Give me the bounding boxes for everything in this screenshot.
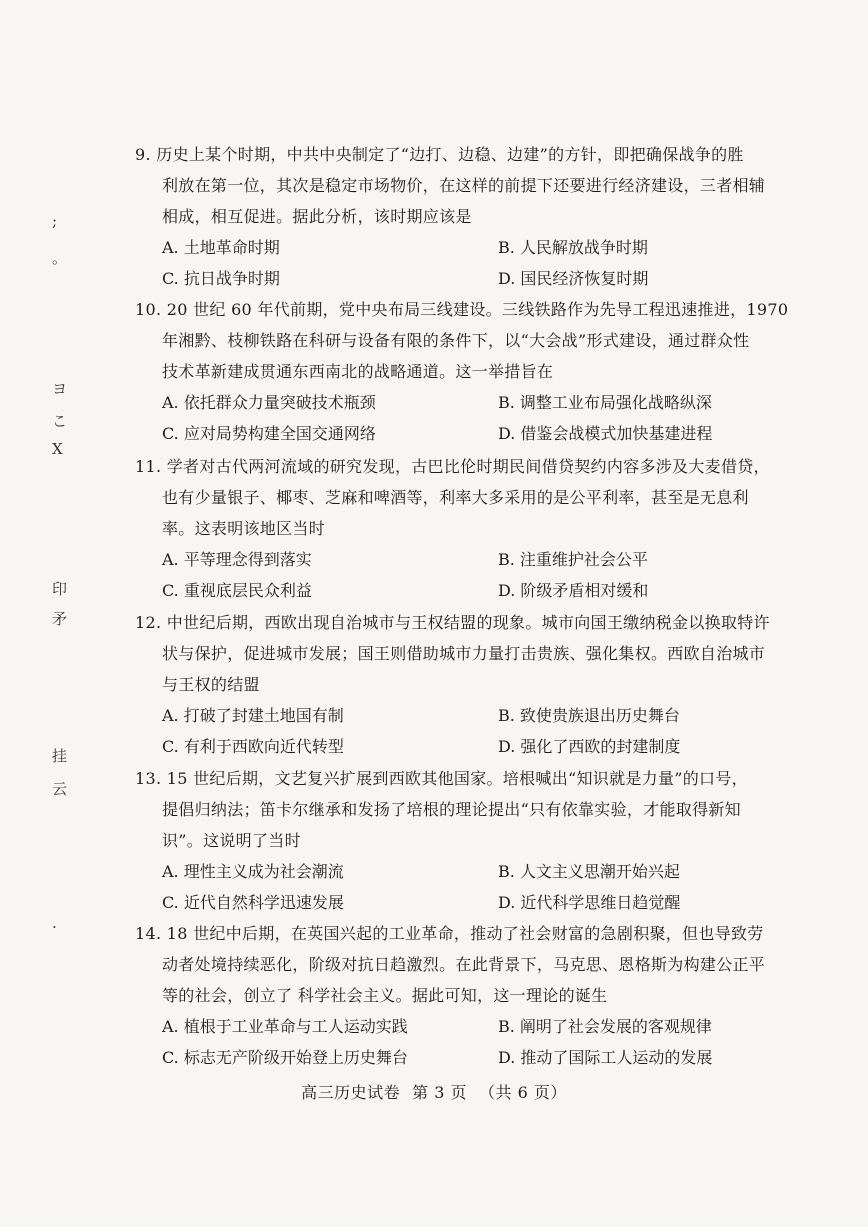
question-number: 12. (135, 613, 162, 632)
option-d[interactable]: D. 近代科学思维日趋觉醒 (498, 893, 681, 912)
question-stem-line: 等的社会，创立了 科学社会主义。据此可知，这一理论的诞生 (162, 986, 608, 1005)
option-d[interactable]: D. 借鉴会战模式加快基建进程 (498, 424, 713, 443)
question-number: 9. (135, 145, 151, 164)
question-stem-line: 动者处境持续恶化，阶级对抗日趋激烈。在此背景下，马克思、恩格斯为构建公正平 (162, 955, 766, 974)
question-11 (135, 451, 770, 606)
page-footer (0, 1080, 868, 1103)
option-c[interactable]: C. 近代自然科学迅速发展 (162, 893, 344, 912)
margin-mark: X (52, 440, 63, 458)
answer-options (135, 1011, 750, 1073)
question-stem-line: 12. 中世纪后期，西欧出现自治城市与王权结盟的现象。城市向国王缴纳税金以换取特许 (135, 613, 770, 632)
answer-options (135, 544, 750, 606)
question-10 (135, 294, 789, 449)
option-c[interactable]: C. 重视底层民众利益 (162, 581, 312, 600)
margin-mark: 。 (52, 249, 68, 267)
margin-mark: 云 (52, 780, 68, 798)
question-number: 14. (135, 924, 162, 943)
margin-mark: 矛 (52, 610, 68, 628)
option-a[interactable]: A. 依托群众力量突破技术瓶颈 (162, 393, 376, 412)
answer-options (135, 856, 750, 918)
option-b[interactable]: B. 人民解放战争时期 (498, 238, 648, 257)
option-d[interactable]: D. 阶级矛盾相对缓和 (498, 581, 649, 600)
answer-options (135, 232, 750, 294)
question-stem-line: 率。这表明该地区当时 (162, 519, 326, 538)
answer-options (135, 387, 750, 449)
question-stem-line: 相成，相互促进。据此分析，该时期应该是 (162, 207, 472, 226)
question-stem-line: 10. 20 世纪 60 年代前期，党中央布局三线建设。三线铁路作为先导工程迅速推进，1970 (135, 300, 789, 319)
question-14 (135, 918, 766, 1073)
question-number: 11. (135, 457, 162, 476)
option-b[interactable]: B. 阐明了社会发展的客观规律 (498, 1017, 712, 1036)
option-a[interactable]: A. 平等理念得到落实 (162, 550, 312, 569)
option-b[interactable]: B. 人文主义思潮开始兴起 (498, 862, 680, 881)
question-stem-line: 与王权的结盟 (162, 675, 260, 694)
question-stem-line: 识”。这说明了当时 (162, 831, 301, 850)
option-c[interactable]: C. 应对局势构建全国交通网络 (162, 424, 376, 443)
option-c[interactable]: C. 抗日战争时期 (162, 269, 280, 288)
margin-mark: こ (52, 412, 68, 430)
question-stem-line: 9. 历史上某个时期，中共中央制定了“边打、边稳、边建”的方针，即把确保战争的胜 (135, 145, 744, 164)
question-12 (135, 607, 770, 762)
option-b[interactable]: B. 注重维护社会公平 (498, 550, 648, 569)
answer-options (135, 700, 750, 762)
question-9 (135, 139, 766, 294)
option-a[interactable]: A. 植根于工业革命与工人运动实践 (162, 1017, 408, 1036)
question-stem-line: 11. 学者对古代两河流域的研究发现，古巴比伦时期民间借贷契约内容多涉及大麦借贷， (135, 457, 770, 476)
page-total: （共 6 页） (479, 1083, 567, 1102)
option-a[interactable]: A. 打破了封建土地国有制 (162, 706, 344, 725)
option-a[interactable]: A. 土地革命时期 (162, 238, 280, 257)
question-stem-line: 状与保护，促进城市发展；国王则借助城市力量打击贵族、强化集权。西欧自治城市 (162, 644, 766, 663)
option-c[interactable]: C. 有利于西欧向近代转型 (162, 737, 344, 756)
margin-mark: ヨ (52, 380, 68, 398)
option-a[interactable]: A. 理性主义成为社会潮流 (162, 862, 344, 881)
question-number: 10. (135, 300, 162, 319)
option-d[interactable]: D. 国民经济恢复时期 (498, 269, 649, 288)
option-d[interactable]: D. 强化了西欧的封建制度 (498, 737, 681, 756)
question-stem-line: 14. 18 世纪中后期，在英国兴起的工业革命，推动了社会财富的急剧积聚，但也导致劳 (135, 924, 764, 943)
exam-title: 高三历史试卷 (301, 1083, 401, 1102)
margin-mark: ; (52, 212, 58, 230)
question-number: 13. (135, 769, 162, 788)
question-stem-line: 也有少量银子、椰枣、芝麻和啤酒等，利率大多采用的是公平利率，甚至是无息利 (162, 488, 749, 507)
page-number: 第 3 页 (412, 1083, 467, 1102)
question-stem-line: 年湘黔、枝柳铁路在科研与设备有限的条件下，以“大会战”形式建设，通过群众性 (162, 331, 750, 350)
option-c[interactable]: C. 标志无产阶级开始登上历史舞台 (162, 1048, 408, 1067)
margin-mark: 印 (52, 580, 68, 598)
margin-mark: 挂 (52, 747, 68, 765)
question-stem-line: 13. 15 世纪后期，文艺复兴扩展到西欧其他国家。培根喊出“知识就是力量”的口号， (135, 769, 748, 788)
option-b[interactable]: B. 致使贵族退出历史舞台 (498, 706, 680, 725)
option-d[interactable]: D. 推动了国际工人运动的发展 (498, 1048, 713, 1067)
question-13 (135, 763, 750, 918)
option-b[interactable]: B. 调整工业布局强化战略纵深 (498, 393, 712, 412)
binding-margin-marks (52, 0, 72, 1227)
question-stem-line: 利放在第一位，其次是稳定市场物价，在这样的前提下还要进行经济建设，三者相辅 (162, 176, 766, 195)
question-stem-line: 技术革新建成贯通东西南北的战略通道。这一举措旨在 (162, 362, 554, 381)
margin-mark: · (52, 918, 57, 936)
question-stem-line: 提倡归纳法；笛卡尔继承和发扬了培根的理论提出“只有依靠实验，才能取得新知 (162, 800, 741, 819)
